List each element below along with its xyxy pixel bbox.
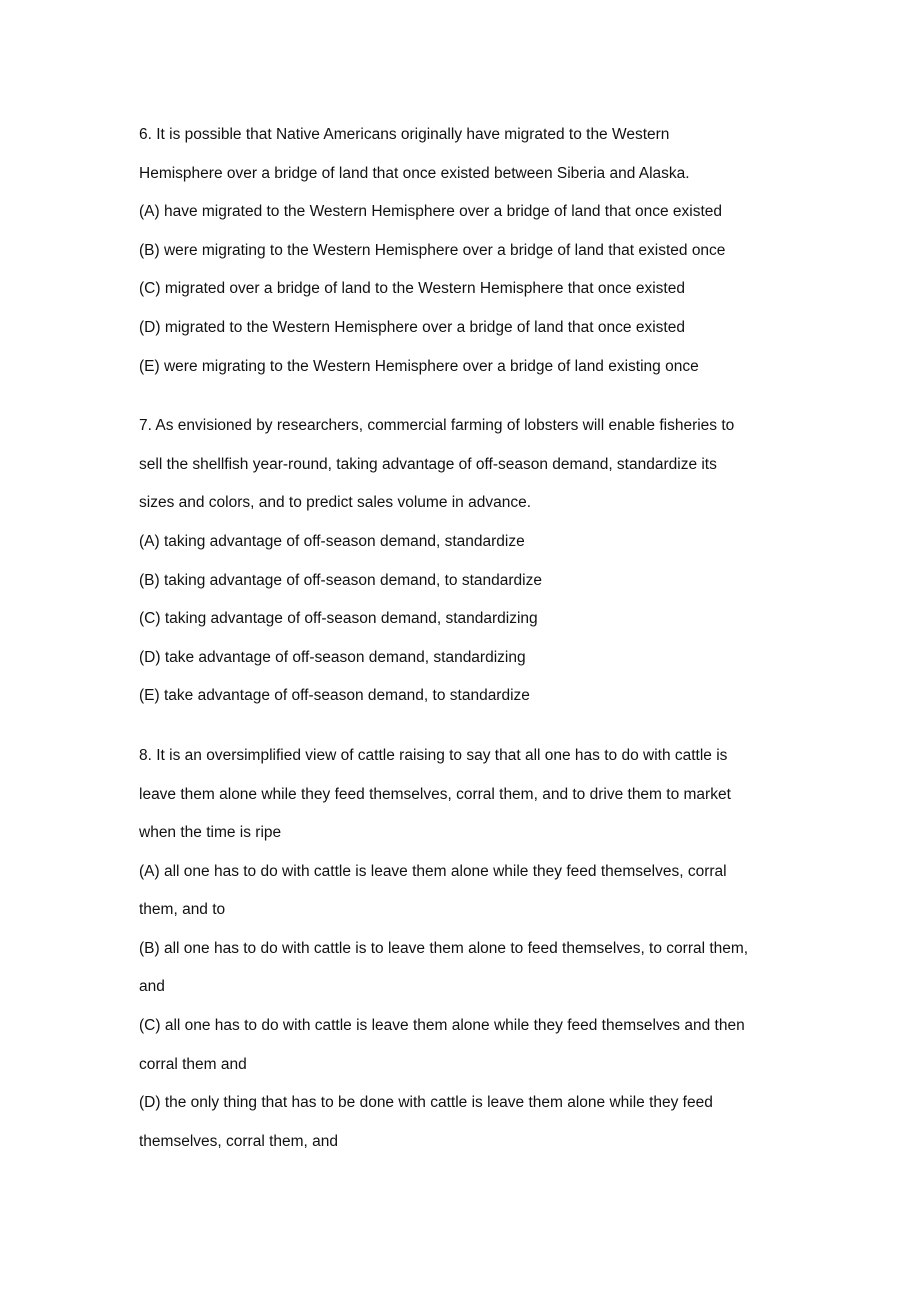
answer-option-b: (B) taking advantage of off-season demand, to standardize — [139, 571, 542, 589]
question-stem-line: sell the shellfish year-round, taking advantage of off-season demand, standardize its — [139, 455, 717, 473]
answer-option-b: (B) were migrating to the Western Hemisphere over a bridge of land that existed once — [139, 241, 726, 259]
question-8 — [139, 737, 789, 1162]
question-stem-line: 8. It is an oversimplified view of cattle raising to say that all one has to do with cattle is — [139, 746, 728, 764]
answer-option-a: (A) have migrated to the Western Hemisphere over a bridge of land that once existed — [139, 203, 722, 221]
answer-option-b-continued: and — [139, 978, 165, 996]
question-stem-line: 6. It is possible that Native Americans originally have migrated to the Western — [139, 126, 670, 143]
answer-option-c: (C) taking advantage of off-season demand, standardizing — [139, 610, 538, 628]
answer-option-c-continued: corral them and — [139, 1055, 247, 1073]
answer-option-d-continued: themselves, corral them, and — [139, 1132, 339, 1150]
answer-option-d: (D) take advantage of off-season demand, standardizing — [139, 648, 526, 666]
question-stem-line: when the time is ripe — [139, 824, 282, 842]
answer-option-a: (A) taking advantage of off-season demand, standardize — [139, 532, 525, 550]
question-7 — [139, 407, 789, 716]
question-stem-line: leave them alone while they feed themselves, corral them, and to drive them to market — [139, 785, 731, 803]
answer-option-c: (C) all one has to do with cattle is leave them alone while they feed themselves and then — [139, 1017, 745, 1035]
answer-option-e: (E) take advantage of off-season demand, to standardize — [139, 687, 530, 705]
document-page — [139, 116, 789, 1161]
answer-option-b: (B) all one has to do with cattle is to leave them alone to feed themselves, to corral them, — [139, 939, 749, 957]
answer-option-a-continued: them, and to — [139, 901, 226, 919]
answer-option-c: (C) migrated over a bridge of land to the Western Hemisphere that once existed — [139, 280, 685, 298]
question-stem-line: Hemisphere over a bridge of land that once existed between Siberia and Alaska. — [139, 164, 690, 182]
answer-option-a: (A) all one has to do with cattle is leave them alone while they feed themselves, corral — [139, 862, 727, 880]
question-6 — [139, 116, 789, 386]
answer-option-e: (E) were migrating to the Western Hemisphere over a bridge of land existing once — [139, 357, 699, 375]
answer-option-d: (D) the only thing that has to be done with cattle is leave them alone while they feed — [139, 1094, 713, 1112]
answer-option-d: (D) migrated to the Western Hemisphere over a bridge of land that once existed — [139, 318, 685, 336]
question-stem-line: sizes and colors, and to predict sales volume in advance. — [139, 494, 532, 512]
question-stem-line: 7. As envisioned by researchers, commercial farming of lobsters will enable fisheries to — [139, 417, 735, 435]
